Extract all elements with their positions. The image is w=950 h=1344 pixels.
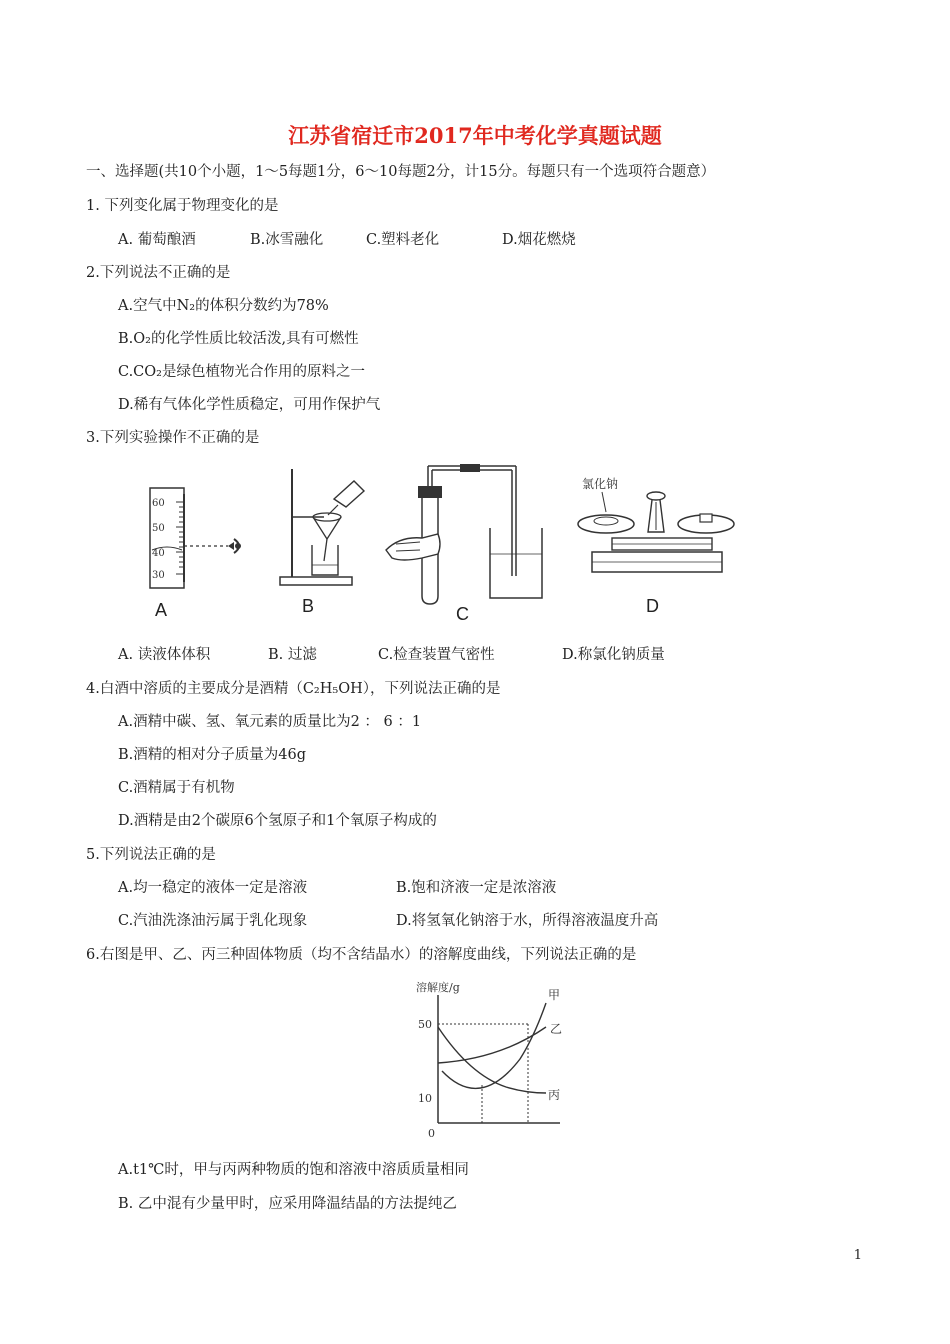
- q4-stem: 4.白酒中溶质的主要成分是酒精（C₂H₅OH），下列说法正确的是: [86, 681, 501, 697]
- solubility-graph: [410, 975, 570, 1145]
- q2-option-d[interactable]: D.稀有气体化学性质稳定，可用作保护气: [118, 397, 381, 413]
- figure-c-label: C: [456, 604, 469, 624]
- q3-option-d[interactable]: D.称氯化钠质量: [562, 647, 665, 663]
- q3-stem: 3.下列实验操作不正确的是: [86, 430, 260, 446]
- curve-bing-label: 丙: [548, 1088, 561, 1102]
- q1-option-c[interactable]: C.塑料老化: [366, 232, 440, 248]
- cylinder-tick-50: 50: [152, 523, 165, 534]
- graph-ylabel: 溶解度/g: [416, 981, 460, 994]
- q5-option-b[interactable]: B.饱和济液一定是浓溶液: [396, 880, 557, 896]
- graph-tick-50: 50: [418, 1018, 432, 1031]
- q6-option-a[interactable]: A.t1℃时，甲与丙两种物质的饱和溶液中溶质质量相同: [118, 1162, 469, 1178]
- balance-label-nacl: 氯化钠: [582, 477, 619, 491]
- q3-options: [118, 645, 665, 665]
- q4-option-b[interactable]: B.酒精的相对分子质量为46g: [118, 747, 306, 763]
- page-number: 1: [853, 1248, 862, 1263]
- q2-option-a[interactable]: A.空气中N₂的体积分数约为78%: [118, 298, 329, 314]
- q3-option-a[interactable]: A. 读液体体积: [118, 647, 211, 663]
- figure-d-balance: [572, 472, 742, 594]
- q5-option-d[interactable]: D.将氢氧化钠溶于水，所得溶液温度升高: [396, 913, 659, 929]
- cylinder-tick-30: 30: [152, 570, 165, 581]
- q1-stem: 1. 下列变化属于物理变化的是: [86, 198, 279, 214]
- q1-option-b[interactable]: B.冰雪融化: [250, 232, 324, 248]
- q1-options: [118, 230, 576, 250]
- q3-option-b[interactable]: B. 过滤: [268, 647, 317, 663]
- curve-jia-label: 甲: [548, 988, 561, 1002]
- curve-yi-label: 乙: [550, 1022, 563, 1036]
- q1-option-d[interactable]: D.烟花燃烧: [502, 232, 576, 248]
- cylinder-tick-40: 40: [152, 548, 165, 559]
- figure-a-cylinder: [130, 482, 260, 597]
- q3-option-c[interactable]: C.检查装置气密性: [378, 647, 495, 663]
- figure-a-label: A: [155, 600, 168, 620]
- q2-option-c[interactable]: C.CO₂是绿色植物光合作用的原料之一: [118, 364, 365, 380]
- figure-b-label: B: [302, 596, 315, 616]
- q4-option-c[interactable]: C.酒精属于有机物: [118, 780, 235, 796]
- q5-stem: 5.下列说法正确的是: [86, 847, 216, 863]
- graph-origin: 0: [428, 1127, 435, 1140]
- q5-options-row2: [118, 911, 658, 931]
- page-title: 江苏省宿迁市2017年中考化学真题试题: [288, 123, 662, 148]
- figure-c-airtightness: [382, 458, 552, 608]
- cylinder-tick-60: 60: [152, 498, 165, 509]
- q2-stem: 2.下列说法不正确的是: [86, 265, 231, 281]
- q4-option-d[interactable]: D.酒精是由2个碳原6个氢原子和1个氧原子构成的: [118, 813, 437, 829]
- q5-option-c[interactable]: C.汽油洗涤油污属于乳化现象: [118, 913, 308, 929]
- curve-yi: [438, 1027, 546, 1063]
- graph-tick-10: 10: [418, 1092, 432, 1105]
- q2-option-b[interactable]: B.O₂的化学性质比较活泼,具有可燃性: [118, 331, 359, 347]
- q4-option-a[interactable]: A.酒精中碳、氢、氧元素的质量比为2 ： 6 ：1: [118, 714, 422, 730]
- curve-jia: [442, 1003, 546, 1088]
- figure-d-label: D: [646, 596, 659, 616]
- section-header: 一、选择题(共10个小题，1～5每题1分，6～10每题2分，计15分。每题只有一个选项符合题意）: [86, 164, 716, 180]
- figure-b-filtration: [272, 465, 382, 590]
- q6-stem: 6.右图是甲、乙、丙三种固体物质（均不含结晶水）的溶解度曲线，下列说法正确的是: [86, 947, 637, 963]
- q6-option-b[interactable]: B. 乙中混有少量甲时，应采用降温结晶的方法提纯乙: [118, 1196, 457, 1212]
- q5-option-a[interactable]: A.均一稳定的液体一定是溶液: [118, 880, 308, 896]
- q1-option-a[interactable]: A. 葡萄酿酒: [118, 232, 196, 248]
- q5-options-row1: [118, 878, 556, 898]
